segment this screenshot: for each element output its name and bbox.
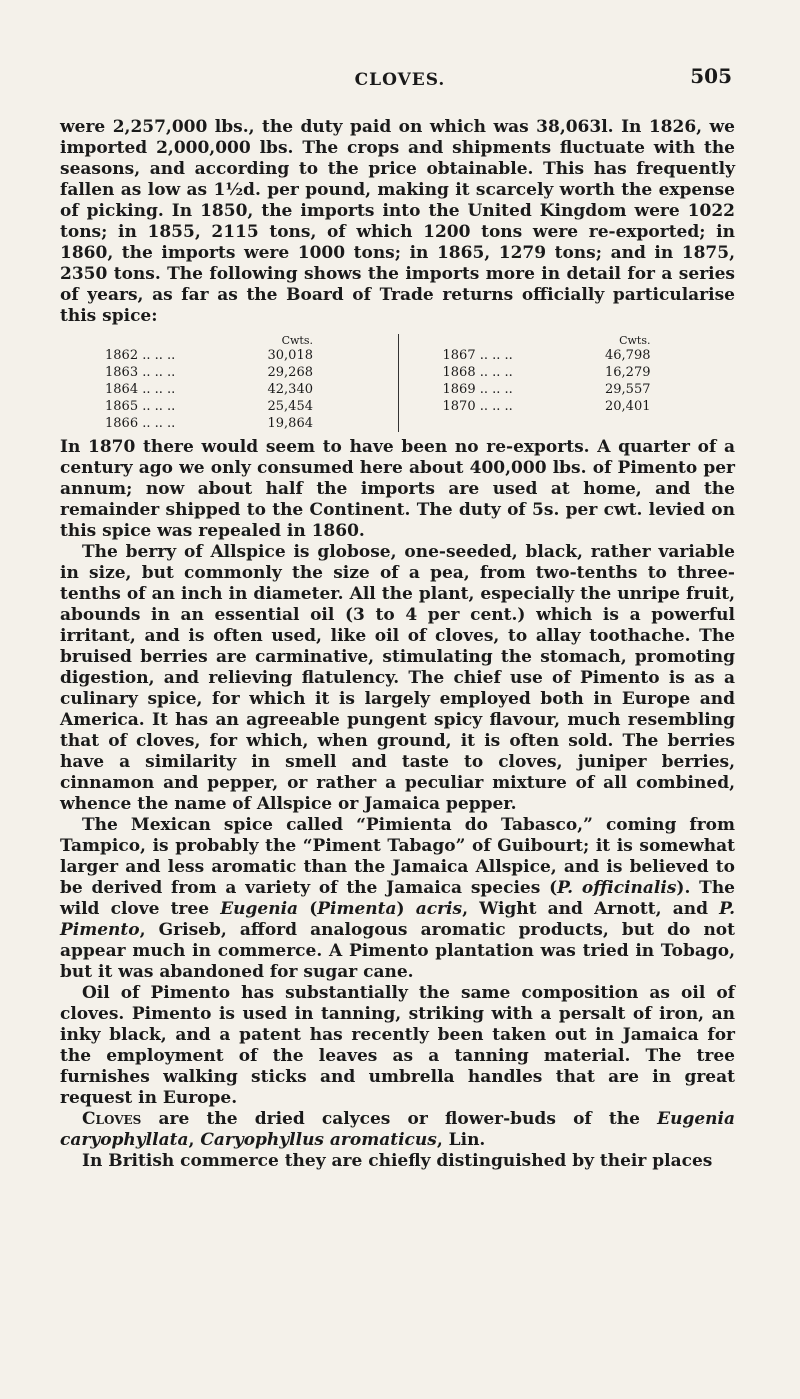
table-year: 1862 .. .. .. — [105, 348, 176, 363]
table-row — [105, 347, 313, 364]
imports-table — [60, 334, 735, 432]
table-row — [443, 381, 651, 398]
table-row — [443, 347, 651, 364]
paragraph-imports: were 2,257,000 lbs., the duty paid on which was 38,063l. In 1826, we imported 2,000,000 lbs. The crops and shipments fluctuate with the seasons, and according to the price obtainable. This has frequently fallen as low as 1½d. per pound, making it scarcely worth the expense of picking. In 1850, the imports into the United Kingdom were 1022 tons; in 1855, 2115 tons, of which 1200 tons were re-exported; in 1860, the imports were 1000 tons; in 1865, 1279 tons; and in 1875, 2350 tons. The following shows the imports more in detail for a series of years, as far as the Board of Trade returns officially particularise this spice: — [60, 117, 735, 326]
table-value: 25,454 — [267, 399, 313, 414]
table-year: 1866 .. .. .. — [105, 416, 176, 431]
table-year: 1864 .. .. .. — [105, 382, 176, 397]
table-year: 1863 .. .. .. — [105, 365, 176, 380]
table-year: 1867 .. .. .. — [442, 348, 513, 363]
table-row — [105, 364, 313, 381]
paragraph-mexican-spice: The Mexican spice called “Pimienta do Tabasco,” coming from Tampico, is probably the “Piment Tabago” of Guibourt; it is somewhat larger and less aromatic than the Jamaica Allspice, and is believed to be derived from a variety of the Jamaica species (P. officinalis). The wild clove tree Eugenia (Pimenta) acris, Wight and Arnott, and P. Pimento, Griseb, afford analogous aromatic products, but do not appear much in commerce. A Pimento plantation was tried in Tobago, but it was abandoned for sugar cane. — [60, 815, 736, 982]
table-row — [105, 398, 313, 415]
paragraph-cloves: Cloves are the dried calyces or flower-buds of the Eugenia caryophyllata, Caryophyllus aromaticus, Lin. — [60, 1109, 735, 1150]
table-row — [443, 398, 651, 415]
page-number: 505 — [690, 64, 732, 88]
paragraph-oil-of-pimento: Oil of Pimento has substantially the same composition as oil of cloves. Pimento is used in tanning, striking with a persalt of iron, an inky black, and a patent has recently been taken out in Jamaica for the employment of the leaves as a tanning material. The tree furnishes walking sticks and umbrella handles that are in great request in Europe. — [60, 983, 735, 1108]
imports-table-right-column — [398, 334, 736, 432]
table-value: 30,018 — [267, 348, 313, 363]
table-year: 1870 .. .. .. — [442, 399, 513, 414]
table-row — [105, 415, 313, 432]
table-value: 19,864 — [267, 416, 313, 431]
table-row — [443, 364, 651, 381]
paragraph-re-exports: In 1870 there would seem to have been no re-exports. A quarter of a century ago we only consumed here about 400,000 lbs. of Pimento per annum; now about half the imports are used at home, and the remainder shipped to the Continent. The duty of 5s. per cwt. levied on this spice was repealed in 1860. — [60, 437, 735, 541]
paragraph-british-commerce: In British commerce they are chiefly distinguished by their places — [82, 1151, 713, 1171]
table-row — [105, 381, 313, 398]
table-value: 46,798 — [605, 348, 651, 363]
table-year: 1869 .. .. .. — [442, 382, 513, 397]
table-value: 16,279 — [605, 365, 651, 380]
imports-table-left-column — [60, 334, 398, 432]
table-unit-header: Cwts. — [619, 334, 651, 347]
running-header: CLOVES. — [354, 70, 446, 90]
table-value: 20,401 — [605, 399, 651, 414]
table-value: 29,557 — [605, 382, 651, 397]
table-year: 1865 .. .. .. — [105, 399, 176, 414]
paragraph-allspice-berry: The berry of Allspice is globose, one-seeded, black, rather variable in size, but commonly the size of a pea, from two-tenths to three-tenths of an inch in diameter. All the plant, especially the unripe fruit, abounds in an essential oil (3 to 4 per cent.) which is a powerful irritant, and is often used, like oil of cloves, to allay toothache. The bruised berries are carminative, stimulating the stomach, promoting digestion, and relieving flatulency. The chief use of Pimento is as a culinary spice, for which it is largely employed both in Europe and America. It has an agreeable pungent spicy flavour, much resembling that of cloves, for which, when ground, it is often sold. The berries have a similarity in smell and taste to cloves, juniper berries, cinnamon and pepper, or rather a peculiar mixture of all combined, whence the name of Allspice or Jamaica pepper. — [60, 542, 735, 814]
table-value: 42,340 — [267, 382, 313, 397]
table-value: 29,268 — [267, 365, 313, 380]
body-text — [60, 117, 735, 1172]
table-unit-header: Cwts. — [281, 334, 313, 347]
table-year: 1868 .. .. .. — [442, 365, 513, 380]
